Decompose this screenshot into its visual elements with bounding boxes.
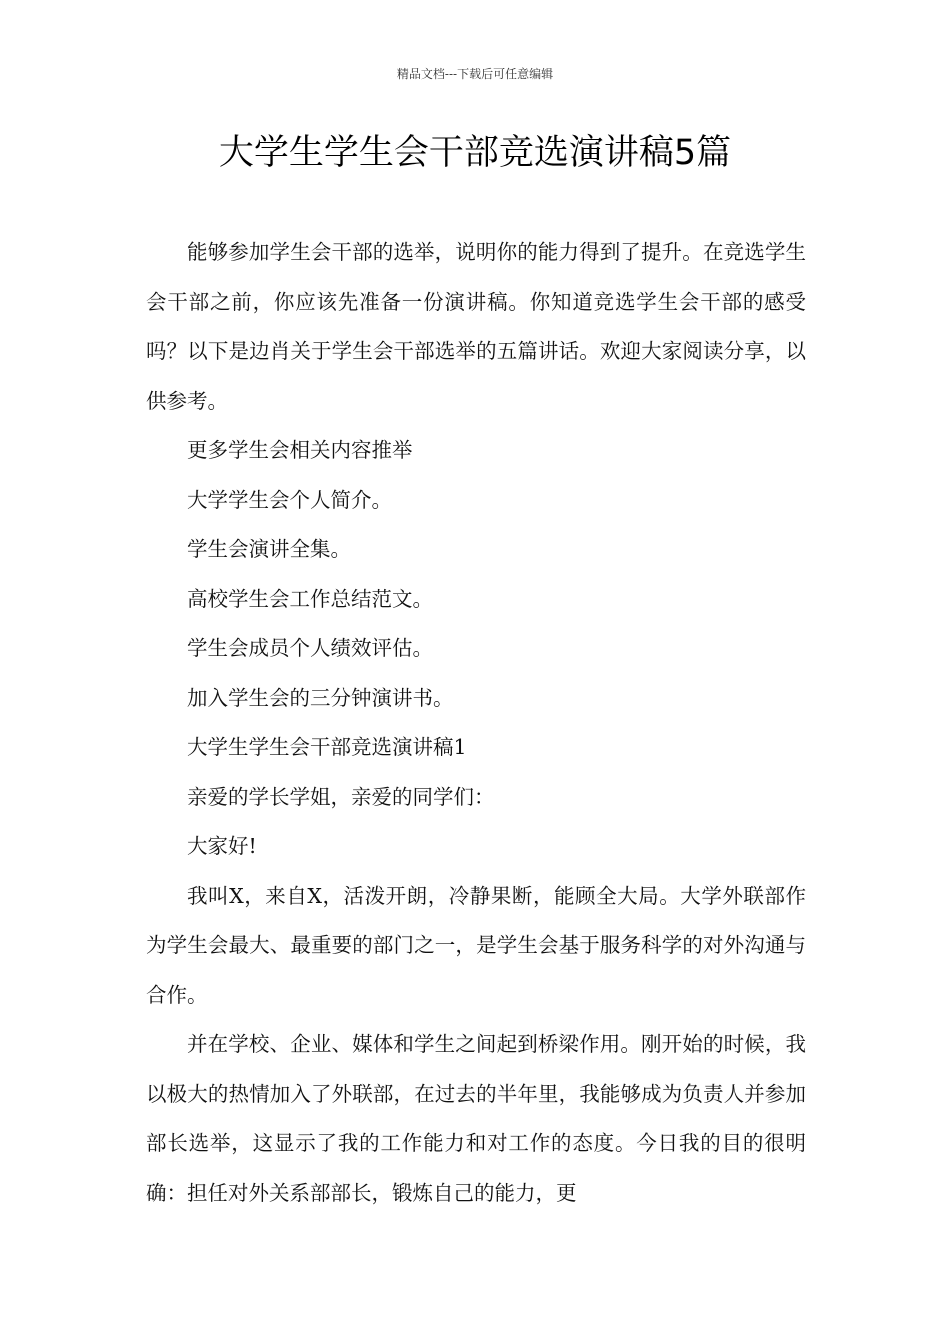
paragraph-body: 我叫X，来自X，活泼开朗，冷静果断，能顾全大局。大学外联部作为学生会最大、最重要的部门之一，是学生会基于服务科学的对外沟通与合作。 (146, 883, 806, 1007)
paragraph-intro: 能够参加学生会干部的选举，说明你的能力得到了提升。在竞选学生会干部之前，你应该先准备一份演讲稿。你知道竞选学生会干部的感受吗？以下是边肖关于学生会干部选举的五篇讲话。欢迎大家阅读分享，以供参考。 (146, 240, 806, 413)
paragraph-related-heading: 更多学生会相关内容推举 (187, 438, 413, 462)
paragraph-related-item: 高校学生会工作总结范文。 (187, 586, 433, 611)
paragraph-section-heading: 大学生学生会干部竞选演讲稿1 (187, 735, 467, 759)
paragraph-related-item: 学生会演讲全集。 (187, 537, 351, 561)
paragraph-body: 并在学校、企业、媒体和学生之间起到桥梁作用。刚开始的时候，我以极大的热情加入了外联部，在过去的半年里，我能够成为负责人并参加部长选举，这显示了我的工作能力和对工作的态度。今日我的目的很明确：担任对外关系部部长，锻炼自己的能力，更 (146, 1032, 806, 1205)
paragraph-greeting: 大家好! (187, 834, 257, 858)
paragraph-related-item: 大学学生会个人简介。 (187, 487, 392, 512)
page-header: 精品文档---下载后可任意编辑 (396, 67, 554, 81)
paragraph-salutation: 亲爱的学长学姐，亲爱的同学们： (187, 784, 495, 809)
document-body (146, 228, 806, 1218)
document-title: 大学生学生会干部竞选演讲稿5篇 (218, 133, 732, 173)
paragraph-related-item: 加入学生会的三分钟演讲书。 (187, 685, 454, 710)
paragraph-related-item: 学生会成员个人绩效评估。 (187, 636, 433, 660)
